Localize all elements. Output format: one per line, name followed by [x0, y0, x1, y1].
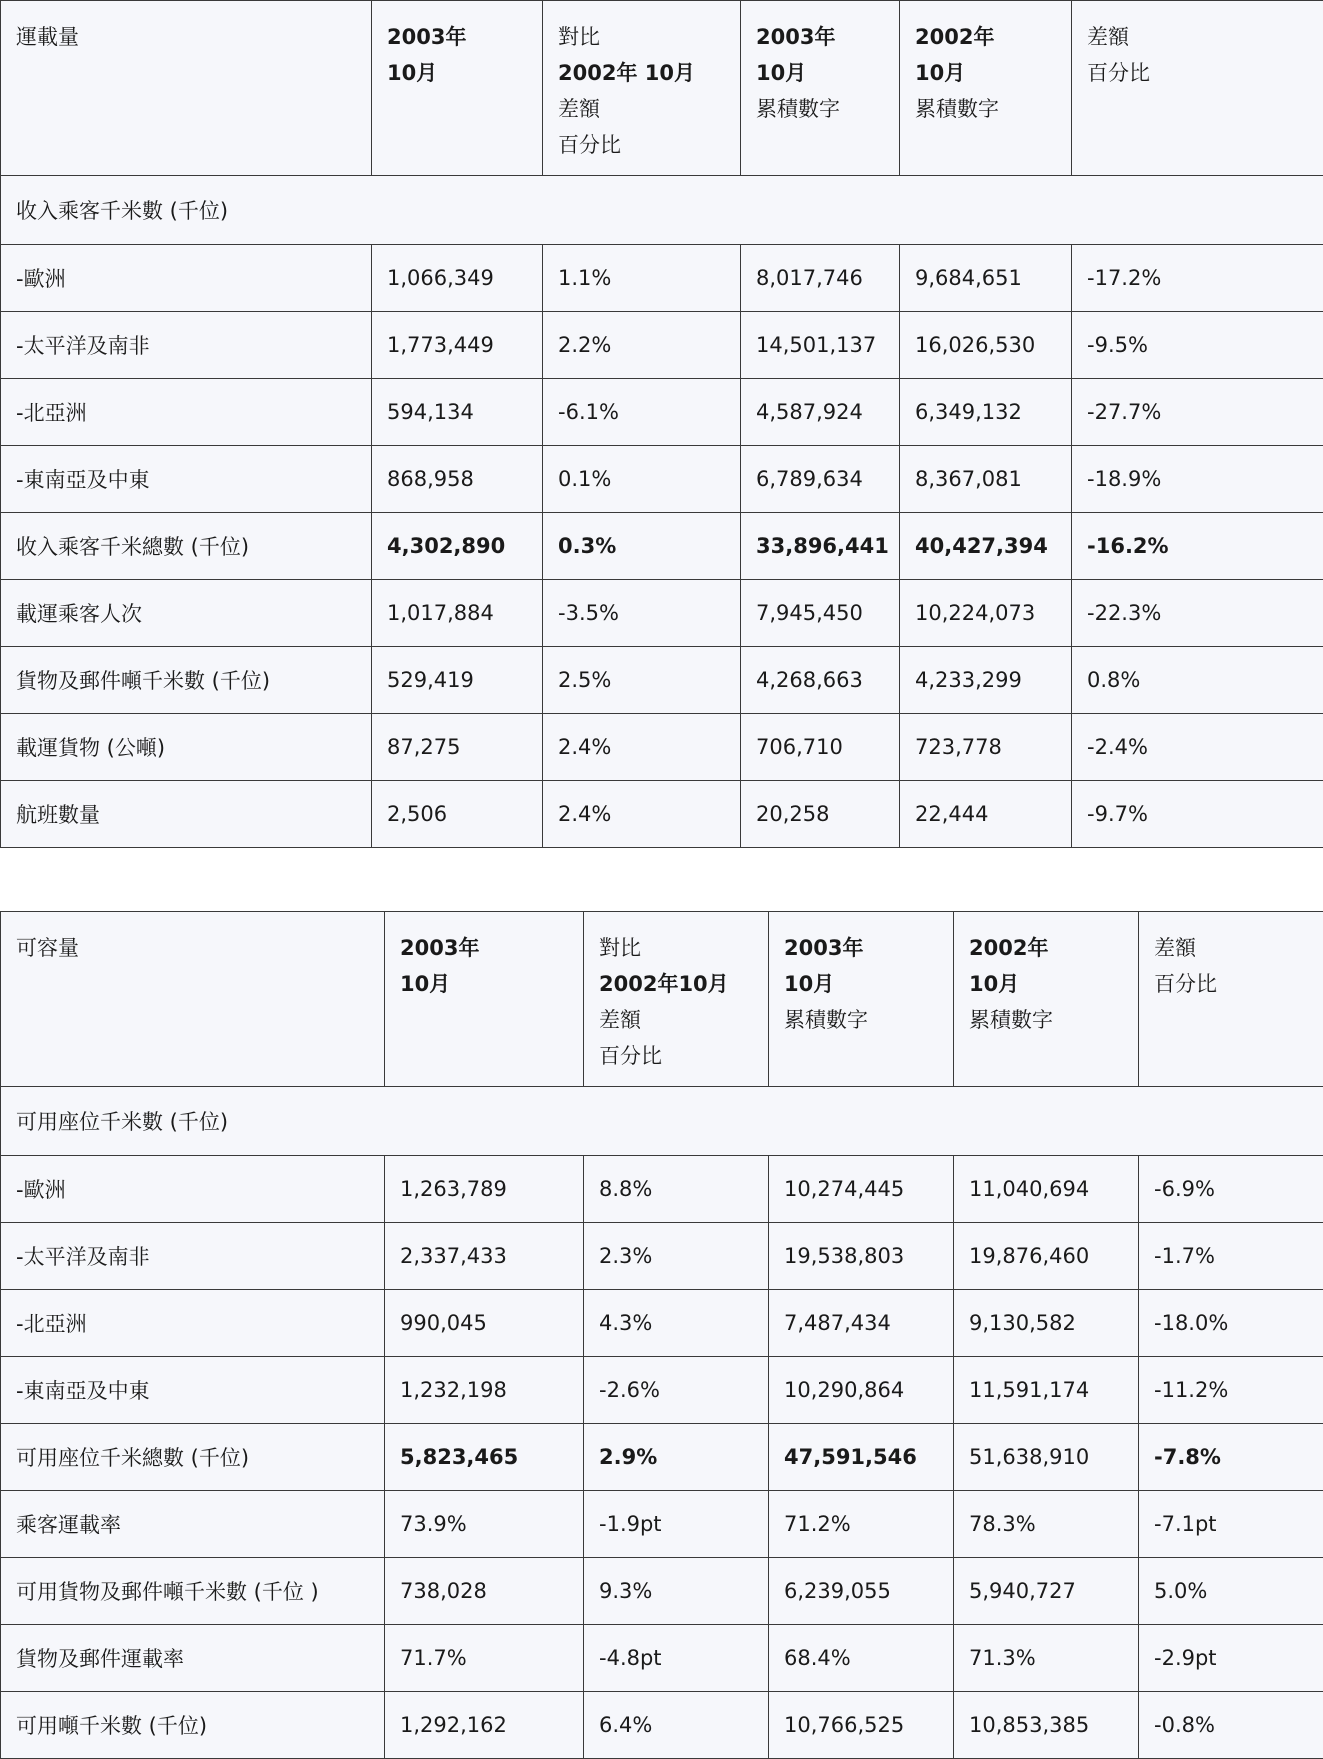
section-label: 收入乘客千米數 (千位)	[1, 176, 1323, 245]
traffic-header-col2: 對比 2002年 10月 差額 百分比	[543, 1, 741, 176]
cell: -4.8pt	[584, 1625, 769, 1692]
cell: -2.6%	[584, 1357, 769, 1424]
cell: 2.9%	[584, 1424, 769, 1491]
capacity-header-col5: 差額 百分比	[1139, 912, 1323, 1087]
cell: 10,766,525	[769, 1692, 954, 1759]
cell: 2.2%	[543, 312, 741, 379]
cell: 7,487,434	[769, 1290, 954, 1357]
cell: 4,587,924	[741, 379, 900, 446]
cell: -9.5%	[1072, 312, 1323, 379]
table-row	[1, 1558, 1323, 1625]
cell: 0.8%	[1072, 647, 1323, 714]
cell: 1,773,449	[372, 312, 543, 379]
table-row	[1, 446, 1323, 513]
cell: 6,789,634	[741, 446, 900, 513]
cell: 6,239,055	[769, 1558, 954, 1625]
cell: -7.1pt	[1139, 1491, 1323, 1558]
cell: -11.2%	[1139, 1357, 1323, 1424]
row-label: 可用貨物及郵件噸千米數 (千位 )	[1, 1558, 385, 1625]
section-label: 可用座位千米數 (千位)	[1, 1087, 1323, 1156]
cell: -7.8%	[1139, 1424, 1323, 1491]
table-row	[1, 1357, 1323, 1424]
cell: -9.7%	[1072, 781, 1323, 848]
row-label: -太平洋及南非	[1, 1223, 385, 1290]
cell: 71.3%	[954, 1625, 1139, 1692]
cell: 8,367,081	[900, 446, 1072, 513]
cell: -16.2%	[1072, 513, 1323, 580]
row-label: -東南亞及中東	[1, 446, 372, 513]
row-label: 貨物及郵件噸千米數 (千位)	[1, 647, 372, 714]
traffic-table	[0, 0, 1323, 848]
cell: 68.4%	[769, 1625, 954, 1692]
traffic-header-col1: 2003年 10月	[372, 1, 543, 176]
capacity-header-col3: 2003年 10月 累積數字	[769, 912, 954, 1087]
cell: 0.1%	[543, 446, 741, 513]
cell: -6.9%	[1139, 1156, 1323, 1223]
cell: 723,778	[900, 714, 1072, 781]
cell: 868,958	[372, 446, 543, 513]
row-label: -北亞洲	[1, 1290, 385, 1357]
cell: -3.5%	[543, 580, 741, 647]
capacity-header-row	[1, 912, 1323, 1087]
cell: 2.5%	[543, 647, 741, 714]
cell: -27.7%	[1072, 379, 1323, 446]
cell: 20,258	[741, 781, 900, 848]
table-row	[1, 379, 1323, 446]
cell: 594,134	[372, 379, 543, 446]
cell: -6.1%	[543, 379, 741, 446]
cell: 10,853,385	[954, 1692, 1139, 1759]
cell: 6,349,132	[900, 379, 1072, 446]
table-row	[1, 781, 1323, 848]
table-row	[1, 1625, 1323, 1692]
cell: 1.1%	[543, 245, 741, 312]
cell: -18.0%	[1139, 1290, 1323, 1357]
capacity-header-col2: 對比 2002年10月 差額 百分比	[584, 912, 769, 1087]
row-label: -歐洲	[1, 245, 372, 312]
row-label: -東南亞及中東	[1, 1357, 385, 1424]
cell: 9,684,651	[900, 245, 1072, 312]
cell: 5,940,727	[954, 1558, 1139, 1625]
traffic-header-row	[1, 1, 1323, 176]
cell: 11,040,694	[954, 1156, 1139, 1223]
capacity-header-col4: 2002年 10月 累積數字	[954, 912, 1139, 1087]
cell: 10,224,073	[900, 580, 1072, 647]
cell: 78.3%	[954, 1491, 1139, 1558]
row-label: 載運乘客人次	[1, 580, 372, 647]
row-label: 航班數量	[1, 781, 372, 848]
cell: 4,268,663	[741, 647, 900, 714]
cell: 14,501,137	[741, 312, 900, 379]
cell: 22,444	[900, 781, 1072, 848]
cell: 2,506	[372, 781, 543, 848]
table-row	[1, 312, 1323, 379]
cell: 738,028	[385, 1558, 584, 1625]
cell: 1,017,884	[372, 580, 543, 647]
cell: 16,026,530	[900, 312, 1072, 379]
cell: -2.4%	[1072, 714, 1323, 781]
cell: 1,232,198	[385, 1357, 584, 1424]
table-row-total	[1, 513, 1323, 580]
cell: 0.3%	[543, 513, 741, 580]
row-label: 乘客運載率	[1, 1491, 385, 1558]
cell: 7,945,450	[741, 580, 900, 647]
row-label: -歐洲	[1, 1156, 385, 1223]
cell: 1,066,349	[372, 245, 543, 312]
cell: 2.3%	[584, 1223, 769, 1290]
cell: 47,591,546	[769, 1424, 954, 1491]
table-row	[1, 245, 1323, 312]
cell: -1.9pt	[584, 1491, 769, 1558]
traffic-header-label: 運載量	[1, 1, 372, 176]
cell: 529,419	[372, 647, 543, 714]
row-label: 可用座位千米總數 (千位)	[1, 1424, 385, 1491]
cell: -1.7%	[1139, 1223, 1323, 1290]
cell: 990,045	[385, 1290, 584, 1357]
traffic-section-row	[1, 176, 1323, 245]
row-label: -北亞洲	[1, 379, 372, 446]
capacity-header-label: 可容量	[1, 912, 385, 1087]
cell: 1,292,162	[385, 1692, 584, 1759]
cell: 1,263,789	[385, 1156, 584, 1223]
cell: 71.2%	[769, 1491, 954, 1558]
cell: 71.7%	[385, 1625, 584, 1692]
cell: 10,274,445	[769, 1156, 954, 1223]
row-label: 載運貨物 (公噸)	[1, 714, 372, 781]
table-row-total	[1, 1424, 1323, 1491]
row-label: -太平洋及南非	[1, 312, 372, 379]
cell: 9.3%	[584, 1558, 769, 1625]
cell: 10,290,864	[769, 1357, 954, 1424]
cell: 2.4%	[543, 781, 741, 848]
cell: 9,130,582	[954, 1290, 1139, 1357]
cell: -0.8%	[1139, 1692, 1323, 1759]
capacity-header-col1: 2003年 10月	[385, 912, 584, 1087]
cell: 40,427,394	[900, 513, 1072, 580]
cell: 8,017,746	[741, 245, 900, 312]
cell: 5,823,465	[385, 1424, 584, 1491]
traffic-header-col5: 差額 百分比	[1072, 1, 1323, 176]
cell: 5.0%	[1139, 1558, 1323, 1625]
table-row	[1, 714, 1323, 781]
cell: 4,233,299	[900, 647, 1072, 714]
table-row	[1, 647, 1323, 714]
cell: 33,896,441	[741, 513, 900, 580]
cell: 2.4%	[543, 714, 741, 781]
cell: 11,591,174	[954, 1357, 1139, 1424]
cell: 87,275	[372, 714, 543, 781]
cell: 8.8%	[584, 1156, 769, 1223]
cell: 51,638,910	[954, 1424, 1139, 1491]
cell: 2,337,433	[385, 1223, 584, 1290]
cell: -17.2%	[1072, 245, 1323, 312]
traffic-header-col3: 2003年 10月 累積數字	[741, 1, 900, 176]
cell: -22.3%	[1072, 580, 1323, 647]
table-row	[1, 580, 1323, 647]
table-row	[1, 1156, 1323, 1223]
row-label: 收入乘客千米總數 (千位)	[1, 513, 372, 580]
table-row	[1, 1692, 1323, 1759]
table-row	[1, 1290, 1323, 1357]
cell: 6.4%	[584, 1692, 769, 1759]
cell: 4.3%	[584, 1290, 769, 1357]
table-row	[1, 1223, 1323, 1290]
cell: 19,538,803	[769, 1223, 954, 1290]
capacity-table	[0, 911, 1323, 1759]
table-row	[1, 1491, 1323, 1558]
capacity-section-row	[1, 1087, 1323, 1156]
cell: 4,302,890	[372, 513, 543, 580]
cell: 706,710	[741, 714, 900, 781]
traffic-header-col4: 2002年 10月 累積數字	[900, 1, 1072, 176]
cell: -2.9pt	[1139, 1625, 1323, 1692]
cell: 19,876,460	[954, 1223, 1139, 1290]
row-label: 貨物及郵件運載率	[1, 1625, 385, 1692]
cell: -18.9%	[1072, 446, 1323, 513]
cell: 73.9%	[385, 1491, 584, 1558]
row-label: 可用噸千米數 (千位)	[1, 1692, 385, 1759]
